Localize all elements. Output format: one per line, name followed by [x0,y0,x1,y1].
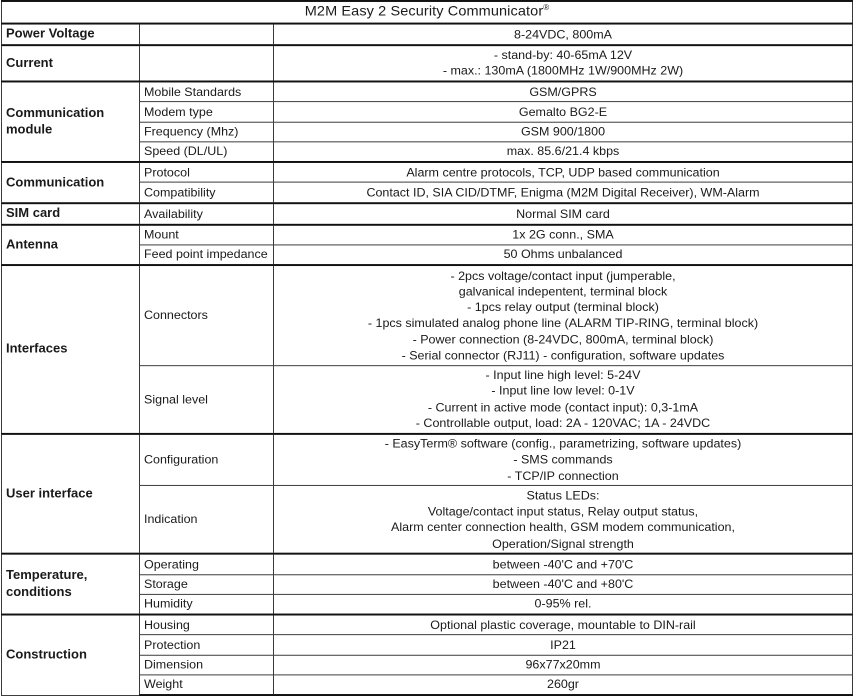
spec-name: Frequency (Mhz) [140,122,274,142]
spec-value-line: 260gr [547,677,579,692]
spec-value-line: Gemalto BG2-E [518,105,608,119]
spec-value [274,45,853,82]
registered-trademark-icon: ® [543,3,550,12]
spec-value [274,122,853,142]
group-label: Antenna [2,224,140,265]
spec-value-line: IP21 [550,637,576,652]
spec-value [274,554,853,574]
spec-value-line: 0-95% rel. [534,597,592,611]
group-label: SIM card [2,203,140,224]
table-row [2,82,853,102]
spec-name: Speed (DL/UL) [140,142,274,162]
specification-table-body [2,1,853,695]
spec-value-line: Operation/Signal strength [492,536,634,551]
spec-value [274,265,853,365]
spec-value-line: Alarm centre protocols, TCP, UDP based communication [406,165,720,180]
spec-value-line: Status LEDs: [526,488,600,503]
spec-value-line: - 1pcs relay output (terminal block) [467,300,659,315]
spec-name: Dimension [140,655,274,675]
spec-value-line: galvanical indepentent, terminal block [458,284,668,299]
spec-value-line: - SMS commands [513,452,613,467]
spec-value-line: - 1pcs simulated analog phone line (ALARM TIP-RING, terminal block) [367,316,759,331]
spec-value-line: Alarm center connection health, GSM modem communication, [391,520,735,535]
spec-value-line: - max.: 130mA (1800MHz 1W/900MHz 2W) [442,64,684,79]
spec-value-line: between -40'C and +70'C [492,557,634,572]
spec-value [274,434,853,486]
spec-value [274,82,853,102]
spec-value [274,574,853,594]
spec-value [274,142,853,162]
table-row [2,434,853,486]
page-title [2,1,853,23]
spec-value-line: 8-24VDC, 800mA [514,27,612,41]
group-label: Interfaces [2,265,140,433]
spec-value-line: Contact ID, SIA CID/DTMF, Enigma (M2M Digital Receiver), WM-Alarm [366,185,760,200]
spec-value-line: Voltage/contact input status, Relay output status, [427,504,699,519]
spec-value-line: - TCP/IP connection [507,468,619,483]
spec-value [274,102,853,122]
spec-value-line: - 2pcs voltage/contact input (jumperable, [450,268,676,283]
spec-value-line: - stand-by: 40-65mA 12V [493,48,633,63]
page-title-text: M2M Easy 2 Security Communicator [304,3,544,20]
group-label: Communication module [2,82,140,162]
spec-name: Protection [140,635,274,655]
specification-table [1,0,853,696]
spec-name: Storage [140,574,274,594]
spec-value [274,635,853,655]
spec-value [274,615,853,635]
spec-value-line: 1x 2G conn., SMA [512,227,614,242]
table-row [2,615,853,635]
group-label: Current [2,45,140,82]
table-row [2,45,853,82]
spec-name: Mount [140,224,274,244]
spec-value [274,655,853,675]
spec-value [274,203,853,224]
spec-name: Compatibility [140,183,274,203]
spec-value [274,162,853,182]
group-label: Power Voltage [2,23,140,44]
spec-value-line: 96x77x20mm [525,657,601,672]
spec-value [274,365,853,433]
spec-name: Housing [140,615,274,635]
spec-name: Connectors [140,265,274,365]
spec-name [140,23,274,44]
spec-name: Indication [140,486,274,554]
table-row [2,162,853,182]
spec-value-line: 50 Ohms unbalanced [503,247,623,262]
spec-name: Feed point impedance [140,245,274,265]
spec-name: Operating [140,554,274,574]
spec-value-line: - Current in active mode (contact input): 0,3-1mA [427,400,699,414]
spec-value [274,183,853,203]
spec-value-line: Normal SIM card [516,206,610,221]
spec-name: Humidity [140,594,274,614]
table-title-row [2,1,853,23]
spec-value-line: between -40'C and +80'C [492,577,634,592]
group-label: Communication [2,162,140,203]
spec-value-line: - Power connection (8-24VDC, 800mA, terminal block) [412,332,714,347]
group-label: User interface [2,434,140,554]
spec-value [274,675,853,695]
spec-name [140,45,274,82]
spec-name: Modem type [140,102,274,122]
spec-value-line: - Input line high level: 5-24V [485,368,641,382]
spec-name: Signal level [140,365,274,433]
table-row [2,224,853,244]
spec-value [274,486,853,554]
spec-value [274,23,853,44]
spec-name: Weight [140,675,274,695]
spec-value [274,245,853,265]
table-row [2,554,853,574]
spec-value [274,224,853,244]
spec-value-line: - EasyTerm® software (config., parametrizing, software updates) [384,436,742,451]
spec-value-line: GSM 900/1800 [520,124,606,139]
spec-name: Protocol [140,162,274,182]
spec-value-line: - Input line low level: 0-1V [491,384,635,398]
group-label: Temperature, conditions [2,554,140,615]
spec-name: Availability [140,203,274,224]
spec-value-line: max. 85.6/21.4 kbps [506,144,620,159]
spec-name: Configuration [140,434,274,486]
spec-value-line: Optional plastic coverage, mountable to DIN-rail [430,618,696,632]
spec-value-line: - Serial connector (RJ11) - configuration, software updates [401,348,725,363]
table-row [2,23,853,44]
spec-value [274,594,853,614]
spec-name: Mobile Standards [140,82,274,102]
table-row [2,265,853,365]
spec-value-line: - Controllable output, load: 2A - 120VAC; 1A - 24VDC [415,416,711,430]
spec-value-line: GSM/GPRS [529,85,597,99]
table-row [2,203,853,224]
group-label: Construction [2,615,140,695]
